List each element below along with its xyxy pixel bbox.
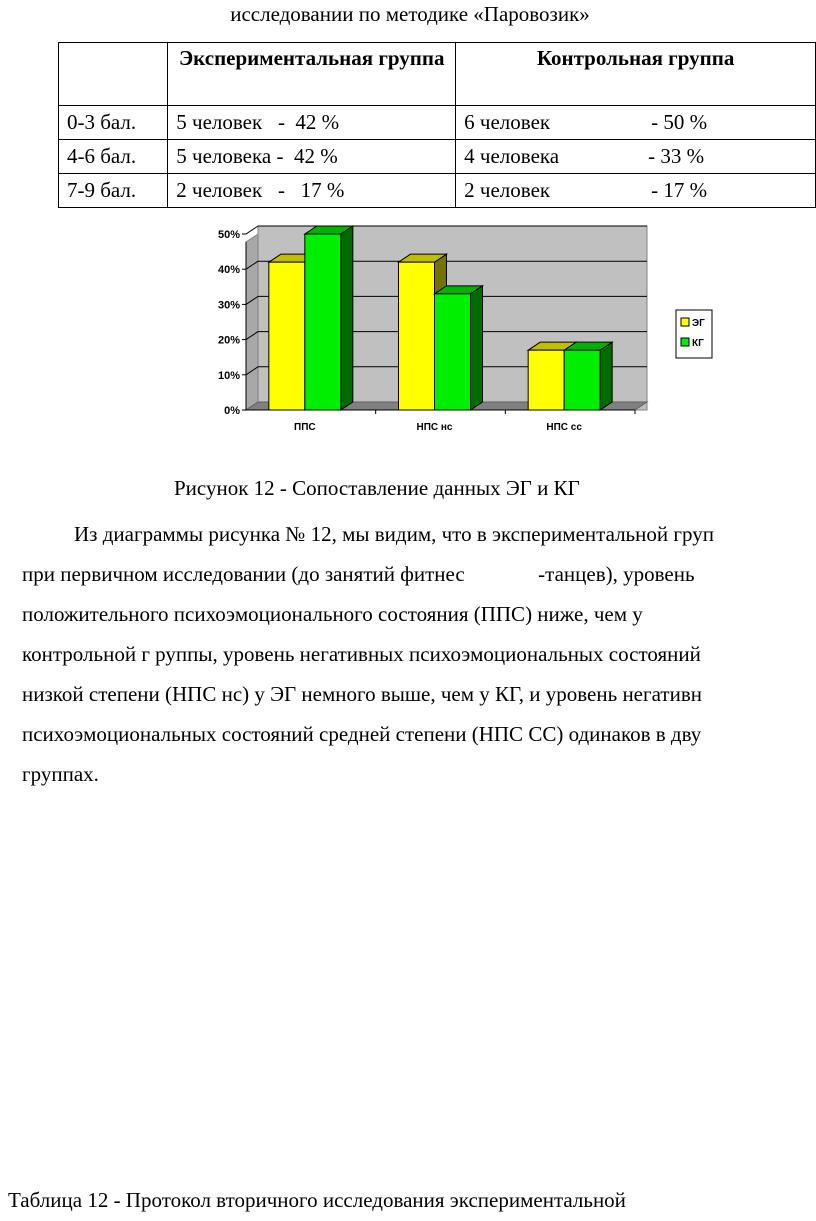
bar: [564, 350, 600, 410]
bar-side: [471, 286, 483, 410]
bar: [435, 294, 471, 410]
legend-swatch: [681, 318, 689, 326]
control-percent: - 17 %: [651, 178, 708, 202]
x-tick-label: НПС нс: [416, 422, 453, 433]
x-tick-label: НПС сс: [546, 422, 582, 433]
y-tick-label: 0%: [224, 405, 240, 417]
control-count: 6 человек: [464, 110, 551, 134]
table-row: [59, 106, 816, 140]
table-caption-continued: [0, 2, 816, 27]
table-header-control: Контрольная группа: [456, 43, 816, 106]
table-header-row: [59, 43, 816, 106]
table-row: [59, 140, 816, 174]
x-tick-label: ППС: [294, 422, 316, 433]
y-tick-label: 50%: [217, 229, 240, 241]
legend-swatch: [681, 338, 689, 346]
paragraph-line: группах.: [22, 762, 99, 786]
table-cell-control: [456, 140, 816, 174]
paragraph-line: контрольной г руппы, уровень негативных психоэмоциональных состояний: [22, 642, 701, 666]
paragraph-line: психоэмоциональных состояний средней степени (НПС СС) одинаков в дву: [22, 722, 702, 746]
body-paragraph: [22, 518, 816, 798]
table-cell-control: [456, 174, 816, 208]
legend-label: КГ: [692, 338, 704, 349]
results-table: [58, 42, 816, 208]
table-row: [59, 174, 816, 208]
gridline-side: [246, 226, 258, 234]
control-percent: - 50 %: [651, 110, 708, 134]
y-tick-label: 30%: [217, 299, 240, 312]
table-cell-score: 4-6 бал.: [59, 140, 168, 174]
bar-chart: [200, 222, 720, 444]
bar-chart-svg: [200, 222, 720, 444]
bar: [399, 262, 435, 410]
table-cell-score: 7-9 бал.: [59, 174, 168, 208]
control-percent: - 33 %: [648, 144, 705, 168]
table-cell-experimental: 2 человек - 17 %: [168, 174, 456, 208]
paragraph-line: низкой степени (НПС нс) у ЭГ немного выше, чем у КГ, и уровень негативн: [22, 682, 702, 706]
paragraph-line: Из диаграммы рисунка № 12, мы видим, что в экспериментальной груп: [74, 522, 714, 546]
bar: [528, 350, 564, 410]
table-cell-score: 0-3 бал.: [59, 106, 168, 140]
control-count: 4 человека: [464, 144, 560, 168]
plot-side-wall: [246, 234, 258, 410]
bar-side: [600, 342, 612, 410]
table-caption-text: исследовании по методике «Паровозик»: [230, 2, 590, 26]
table-header-empty: [59, 43, 168, 106]
bar-side: [341, 226, 353, 410]
next-table-caption: Таблица 12 - Протокол вторичного исследования экспериментальной: [8, 1188, 626, 1212]
table-cell-experimental: 5 человек - 42 %: [168, 106, 456, 140]
y-tick-label: 20%: [217, 334, 240, 347]
paragraph-line: положительного психоэмоционального состояния (ППС) ниже, чем у: [22, 602, 643, 626]
figure-caption: Рисунок 12 - Сопоставление данных ЭГ и КГ: [174, 476, 580, 500]
control-count: 2 человек: [464, 178, 551, 202]
y-tick-label: 10%: [217, 369, 240, 382]
y-tick-label: 40%: [217, 264, 240, 277]
bar: [305, 234, 341, 410]
legend-label: ЭГ: [692, 318, 705, 329]
paragraph-line: при первичном исследовании (до занятий фитнес -танцев), уровень: [22, 562, 695, 586]
bar: [269, 262, 305, 410]
table-cell-experimental: 5 человека - 42 %: [168, 140, 456, 174]
table-header-experimental: Экспериментальная группа: [168, 43, 456, 106]
table-cell-control: [456, 106, 816, 140]
